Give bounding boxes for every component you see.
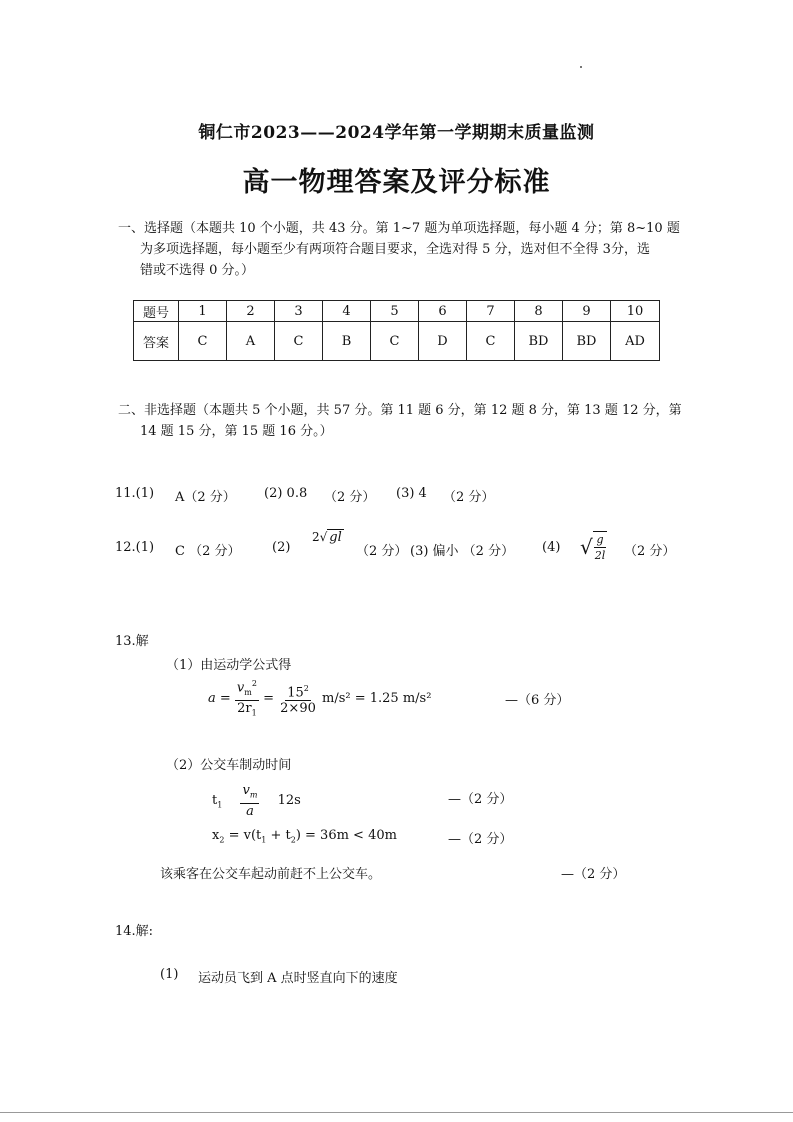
q12-part-2: (2) bbox=[272, 540, 291, 555]
equation-result: ) = 36m < 40m bbox=[295, 828, 397, 843]
table-row-answers bbox=[134, 322, 660, 361]
q13-score-2: —（2 分） bbox=[448, 792, 513, 807]
equation-lhs: a = bbox=[208, 690, 231, 706]
subscript: m bbox=[249, 790, 258, 800]
table-cell: D bbox=[419, 322, 467, 361]
subscript: 1 bbox=[251, 708, 257, 718]
fraction-15sq-over-180 bbox=[278, 681, 318, 716]
q12-formula-2 bbox=[312, 530, 344, 545]
var-x: x bbox=[212, 828, 220, 843]
sqrt-sign-icon: √ bbox=[319, 530, 328, 544]
q11-answer-1: A（2 分） bbox=[175, 490, 236, 505]
subscript: 1 bbox=[261, 835, 267, 845]
formula-coefficient: 2 bbox=[312, 530, 320, 544]
table-cell: 6 bbox=[419, 301, 467, 322]
denominator: 2r bbox=[237, 700, 252, 716]
q14-part-1-text: 运动员飞到 A 点时竖直向下的速度 bbox=[198, 971, 398, 986]
subscript: 1 bbox=[217, 800, 223, 810]
q12-formula-4 bbox=[580, 531, 607, 563]
table-cell: C bbox=[179, 322, 227, 361]
sqrt-sign-icon: √ bbox=[580, 535, 593, 559]
q13-score-1: —（6 分） bbox=[505, 693, 570, 708]
subscript: 2 bbox=[290, 835, 296, 845]
var-t: t bbox=[212, 792, 218, 808]
denominator: 2×90 bbox=[280, 700, 316, 716]
q11-score-2: （2 分） bbox=[324, 490, 376, 505]
q11-answer-2: (2) 0.8 bbox=[264, 486, 308, 501]
q12-score-2: （2 分） bbox=[356, 544, 408, 559]
q13-conclusion: 该乘客在公交车起动前赶不上公交车。 bbox=[160, 867, 382, 882]
q13-label: 13.解 bbox=[115, 634, 149, 649]
section-free-response-instructions bbox=[118, 400, 698, 442]
exam-subtitle: 铜仁市2023——2024学年第一学期期末质量监测 bbox=[198, 123, 595, 143]
equation-part: = v(t bbox=[228, 828, 262, 843]
numerator: 15 bbox=[287, 684, 304, 700]
q12-part-4: (4) bbox=[542, 540, 561, 555]
page-title: 高一物理答案及评分标准 bbox=[242, 167, 551, 198]
table-row-numbers bbox=[134, 301, 660, 322]
stray-dot bbox=[580, 66, 582, 68]
q12-part-3: (3) 偏小 （2 分） bbox=[410, 544, 515, 559]
q11-label: 11.(1) bbox=[115, 486, 155, 501]
row-label: 题号 bbox=[134, 301, 179, 322]
instruction-line: 14 题 15 分，第 15 题 16 分。） bbox=[140, 424, 333, 439]
q12-label: 12.(1) bbox=[115, 540, 155, 555]
q14-label: 14.解: bbox=[115, 924, 154, 939]
superscript: 2 bbox=[303, 683, 309, 693]
page-bottom-rule bbox=[0, 1112, 793, 1113]
subscript: 2 bbox=[219, 835, 225, 845]
equals: = bbox=[263, 690, 275, 706]
equation-result: 12s bbox=[277, 793, 301, 809]
table-cell: 3 bbox=[275, 301, 323, 322]
q14-part-1-number: (1) bbox=[160, 967, 179, 982]
table-cell: 2 bbox=[227, 301, 275, 322]
q11-answer-3: (3) 4 bbox=[396, 486, 427, 501]
table-cell: 1 bbox=[179, 301, 227, 322]
table-cell: 8 bbox=[515, 301, 563, 322]
table-cell: A bbox=[227, 322, 275, 361]
instruction-line: 错或不选得 0 分。） bbox=[140, 263, 255, 278]
q13-conclusion-score: —（2 分） bbox=[561, 867, 626, 882]
table-cell: B bbox=[323, 322, 371, 361]
denominator: a bbox=[246, 803, 254, 819]
table-cell: 10 bbox=[611, 301, 660, 322]
q13-equation-2 bbox=[212, 783, 301, 819]
q13-score-3: —（2 分） bbox=[448, 832, 513, 847]
fraction-v-squared-over-2r bbox=[235, 676, 259, 721]
table-cell: C bbox=[467, 322, 515, 361]
equation-part: + t bbox=[270, 828, 291, 843]
q13-equation-1 bbox=[208, 676, 431, 721]
q13-part-2: （2）公交车制动时间 bbox=[166, 758, 292, 773]
instruction-line: 一、选择题（本题共 10 个小题，共 43 分。第 1~7 题为单项选择题，每小题 4 分；第 8~10 题 bbox=[118, 221, 680, 236]
q13-part-1: （1）由运动学公式得 bbox=[166, 658, 292, 673]
fraction-denominator: 2l bbox=[594, 549, 606, 562]
table-cell: BD bbox=[563, 322, 611, 361]
instruction-line: 二、非选择题（本题共 5 个小题，共 57 分。第 11 题 6 分，第 12 题 8 分，第 13 题 12 分，第 bbox=[118, 403, 682, 418]
superscript: 2 bbox=[251, 679, 257, 688]
equation-result: m/s² = 1.25 m/s² bbox=[322, 690, 432, 706]
q12-answer-1: C （2 分） bbox=[175, 544, 241, 559]
fraction-numerator: g bbox=[596, 533, 604, 546]
table-cell: 4 bbox=[323, 301, 371, 322]
numerator: v bbox=[242, 783, 250, 798]
table-cell: C bbox=[371, 322, 419, 361]
section-multiple-choice-instructions bbox=[118, 218, 698, 281]
table-cell: 7 bbox=[467, 301, 515, 322]
instruction-line: 为多项选择题，每小题至少有两项符合题目要求，全选对得 5 分，选对但不全得 3分，选 bbox=[140, 242, 650, 257]
table-cell: BD bbox=[515, 322, 563, 361]
table-cell: 9 bbox=[563, 301, 611, 322]
q11-score-3: （2 分） bbox=[443, 490, 495, 505]
row-label: 答案 bbox=[134, 322, 179, 361]
fraction-vm-over-a bbox=[240, 783, 259, 819]
table-cell: AD bbox=[611, 322, 660, 361]
formula-radicand: gl bbox=[329, 530, 342, 545]
table-cell: C bbox=[275, 322, 323, 361]
var-v: v bbox=[236, 680, 245, 696]
table-cell: 5 bbox=[371, 301, 419, 322]
subscript: m bbox=[244, 687, 252, 697]
q13-equation-3 bbox=[212, 828, 397, 845]
answer-table bbox=[133, 300, 660, 361]
q12-score-4: （2 分） bbox=[624, 544, 676, 559]
